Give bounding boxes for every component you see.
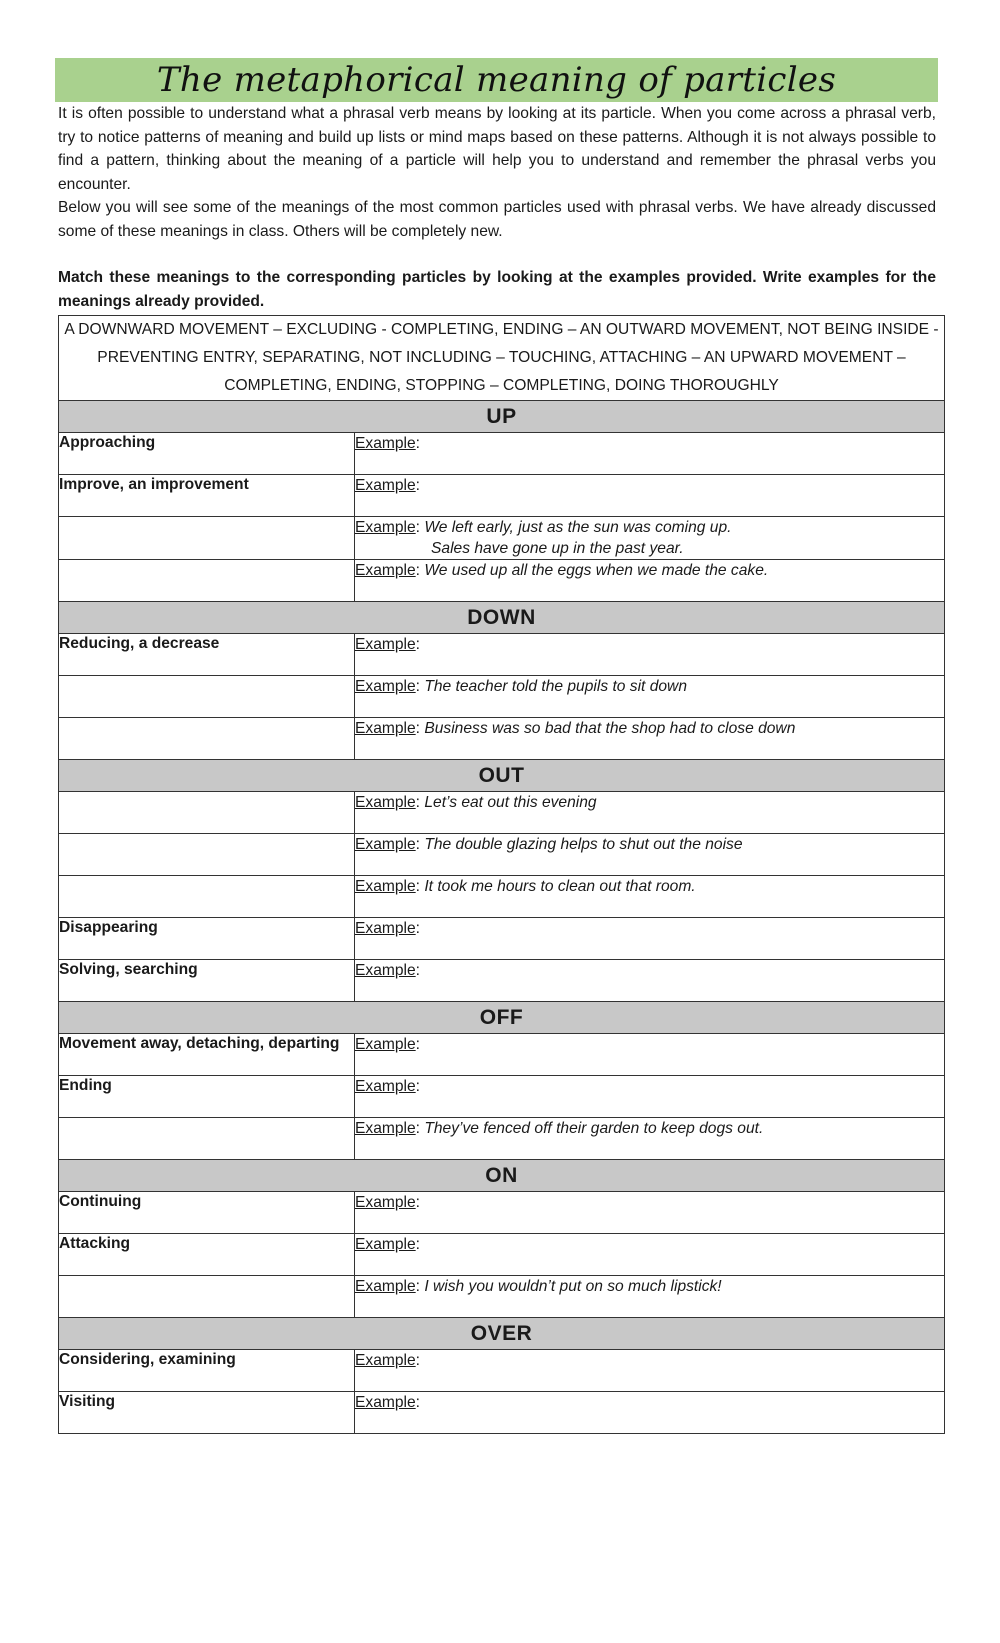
section-header-on [59, 1160, 945, 1192]
meaning-cell[interactable] [59, 1276, 355, 1318]
example-label: Example [355, 720, 416, 737]
example-cell[interactable]: Example: [355, 1076, 945, 1118]
meaning-cell[interactable] [59, 718, 355, 760]
intro-paragraph-1: It is often possible to understand what a phrasal verb means by looking at its particle. When you come across a phrasal verb, try to notice patterns of meaning and build up lists or mind maps based on these patterns. Although it is not always possible to find a pattern, thinking about the meaning of a particle will help you to understand and remember the phrasal verbs you encounter. [58, 105, 936, 193]
page-title: The metaphorical meaning of particles [156, 60, 837, 100]
section-header-down [59, 602, 945, 634]
section-header-up [59, 401, 945, 433]
example-cell[interactable]: Example: [355, 475, 945, 517]
meaning-cell: Reducing, a decrease [59, 634, 355, 676]
example-label: Example [355, 435, 416, 452]
meaning-cell[interactable] [59, 876, 355, 918]
table-row [59, 676, 945, 718]
example-label: Example [355, 1278, 416, 1295]
table-row [59, 560, 945, 602]
intro-text [58, 102, 936, 244]
table-row [59, 634, 945, 676]
table-row [59, 834, 945, 876]
example-label: Example [355, 1236, 416, 1253]
table-row [59, 1192, 945, 1234]
meaning-cell[interactable] [59, 1118, 355, 1160]
example-label: Example [355, 1352, 416, 1369]
table-row [59, 1034, 945, 1076]
table-row [59, 876, 945, 918]
meaning-cell: Movement away, detaching, departing [59, 1034, 355, 1076]
example-text-second-line: Sales have gone up in the past year. [431, 540, 684, 557]
particles-table [58, 315, 945, 1434]
example-cell[interactable]: Example: [355, 433, 945, 475]
example-text: The double glazing helps to shut out the noise [424, 836, 743, 853]
table-row [59, 792, 945, 834]
table-row [59, 1118, 945, 1160]
example-cell: Example: It took me hours to clean out that room. [355, 876, 945, 918]
section-header-over [59, 1318, 945, 1350]
example-cell: Example: Business was so bad that the shop had to close down [355, 718, 945, 760]
meaning-cell: Visiting [59, 1392, 355, 1434]
example-label: Example [355, 920, 416, 937]
title-banner [55, 58, 938, 102]
section-heading-down: DOWN [59, 602, 945, 634]
example-text: We left early, just as the sun was coming up. [424, 519, 732, 536]
table-row [59, 475, 945, 517]
example-cell[interactable]: Example: [355, 918, 945, 960]
example-cell: Example: The double glazing helps to shut out the noise [355, 834, 945, 876]
example-cell[interactable]: Example: [355, 1192, 945, 1234]
example-text: Business was so bad that the shop had to close down [424, 720, 796, 737]
example-label: Example [355, 519, 416, 536]
meaning-cell: Considering, examining [59, 1350, 355, 1392]
table-row [59, 1076, 945, 1118]
meaning-cell[interactable] [59, 834, 355, 876]
example-label: Example [355, 1194, 416, 1211]
table-row [59, 1234, 945, 1276]
example-label: Example [355, 477, 416, 494]
section-header-out [59, 760, 945, 792]
meanings-row [59, 316, 945, 401]
example-label: Example [355, 678, 416, 695]
section-heading-on: ON [59, 1160, 945, 1192]
meaning-cell[interactable] [59, 676, 355, 718]
example-cell: Example: Let’s eat out this evening [355, 792, 945, 834]
meaning-cell[interactable] [59, 792, 355, 834]
example-text: We used up all the eggs when we made the cake. [424, 562, 769, 579]
example-text: Let’s eat out this evening [424, 794, 597, 811]
example-label: Example [355, 1078, 416, 1095]
example-cell[interactable]: Example: [355, 1350, 945, 1392]
meaning-cell: Disappearing [59, 918, 355, 960]
example-label: Example [355, 1036, 416, 1053]
example-cell: Example: We left early, just as the sun was coming up. Sales have gone up in the past year. [355, 517, 945, 560]
section-heading-over: OVER [59, 1318, 945, 1350]
section-heading-up: UP [59, 401, 945, 433]
meanings-list: A DOWNWARD MOVEMENT – EXCLUDING - COMPLETING, ENDING – AN OUTWARD MOVEMENT, NOT BEING INSIDE - PREVENTING ENTRY, SEPARATING, NOT INCLUDING – TOUCHING, ATTACHING – AN UPWARD MOVEMENT – COMPLETING, ENDING, STOPPING – COMPLETING, DOING THOROUGHLY [59, 316, 945, 401]
example-cell: Example: The teacher told the pupils to sit down [355, 676, 945, 718]
table-row [59, 1392, 945, 1434]
table-row [59, 517, 945, 560]
meaning-cell: Attacking [59, 1234, 355, 1276]
example-label: Example [355, 636, 416, 653]
example-cell[interactable]: Example: [355, 960, 945, 1002]
table-row [59, 1276, 945, 1318]
table-row [59, 960, 945, 1002]
section-heading-off: OFF [59, 1002, 945, 1034]
meaning-cell: Approaching [59, 433, 355, 475]
table-row [59, 433, 945, 475]
table-row [59, 918, 945, 960]
example-label: Example [355, 1120, 416, 1137]
example-cell[interactable]: Example: [355, 1392, 945, 1434]
example-text: I wish you wouldn’t put on so much lipstick! [424, 1278, 722, 1295]
example-label: Example [355, 962, 416, 979]
meaning-cell: Continuing [59, 1192, 355, 1234]
example-cell[interactable]: Example: [355, 1034, 945, 1076]
meaning-cell: Improve, an improvement [59, 475, 355, 517]
example-label: Example [355, 878, 416, 895]
example-text: The teacher told the pupils to sit down [424, 678, 687, 695]
example-cell: Example: We used up all the eggs when we made the cake. [355, 560, 945, 602]
intro-paragraph-2: Below you will see some of the meanings of the most common particles used with phrasal verbs. We have already discussed some of these meanings in class. Others will be completely new. [58, 199, 936, 240]
example-cell[interactable]: Example: [355, 634, 945, 676]
meaning-cell: Solving, searching [59, 960, 355, 1002]
example-label: Example [355, 1394, 416, 1411]
example-cell: Example: They’ve fenced off their garden to keep dogs out. [355, 1118, 945, 1160]
meaning-cell[interactable] [59, 517, 355, 560]
example-text: It took me hours to clean out that room. [424, 878, 696, 895]
section-heading-out: OUT [59, 760, 945, 792]
table-row [59, 1350, 945, 1392]
example-cell: Example: I wish you wouldn’t put on so much lipstick! [355, 1276, 945, 1318]
example-text: They’ve fenced off their garden to keep dogs out. [424, 1120, 764, 1137]
example-label: Example [355, 836, 416, 853]
section-header-off [59, 1002, 945, 1034]
table-row [59, 718, 945, 760]
example-label: Example [355, 562, 416, 579]
meaning-cell[interactable] [59, 560, 355, 602]
example-label: Example [355, 794, 416, 811]
example-cell[interactable]: Example: [355, 1234, 945, 1276]
task-instruction: Match these meanings to the corresponding particles by looking at the examples provided. Write examples for the meanings already provided. [58, 269, 936, 310]
meaning-cell: Ending [59, 1076, 355, 1118]
